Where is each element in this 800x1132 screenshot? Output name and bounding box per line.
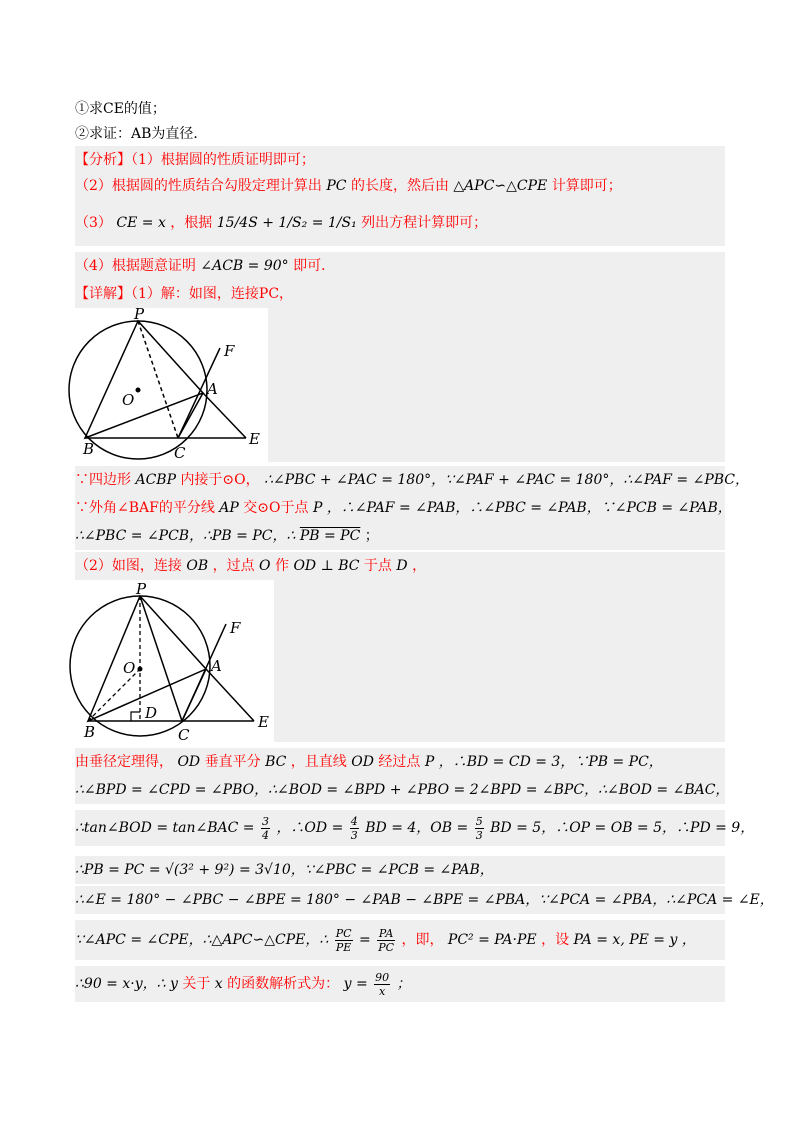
- figure-2: [68, 580, 274, 742]
- analysis-p3a: （3）: [75, 215, 112, 231]
- analysis-p2a: （2）根据圆的性质结合勾股定理计算出: [75, 178, 322, 194]
- detail-l4b: OB: [186, 558, 209, 574]
- analysis-p4b: ∠ACB = 90°: [200, 258, 289, 274]
- detail-l2b: AP: [219, 500, 239, 516]
- center-dot-2: [138, 667, 143, 672]
- detail-l4f: OD ⊥ BC: [293, 558, 360, 574]
- analysis-p1: （1）根据圆的性质证明即可；: [131, 152, 315, 168]
- question-2: [75, 120, 725, 148]
- detail-l3-end: ；: [364, 528, 379, 544]
- detail-l10g: ，: [681, 932, 696, 948]
- detail-l5e: ，且直线: [290, 754, 347, 770]
- detail-line-5: [75, 748, 725, 776]
- detail-l5f: OD: [351, 754, 374, 770]
- label-b-2: B: [84, 723, 96, 741]
- detail-l4d: O: [259, 558, 271, 574]
- detail-l10-eq: =: [359, 932, 371, 948]
- analysis-tag: 【分析】: [75, 152, 131, 168]
- detail-l11c: 关于: [182, 976, 211, 992]
- label-c-2: C: [178, 726, 190, 742]
- frac-den: 3: [350, 828, 358, 842]
- detail-l7a: ∴tan∠BOD = tan∠BAC =: [75, 820, 255, 836]
- analysis-p3d: 15/4S + 1/S₂ = 1/S₁: [216, 215, 357, 231]
- detail-line-9: [75, 886, 774, 914]
- detail-line-7: [75, 810, 755, 846]
- detail-l8: ∴PB = PC = √(3² + 9²) = 3√10，∵∠PBC = ∠PCB = ∠PAB，: [75, 862, 494, 878]
- label-e-2: E: [258, 713, 269, 731]
- analysis-p4a: （4）根据题意证明: [75, 258, 196, 274]
- detail-l5i: ，∴BD = CD = 3，∵PB = PC，: [438, 754, 663, 770]
- detail-l11b: y: [169, 976, 178, 992]
- analysis-line-1: [75, 146, 725, 174]
- detail-l1b: ACBP: [135, 472, 176, 488]
- center-dot: [136, 388, 141, 393]
- detail-l6: ∴∠BPD = ∠CPD = ∠PBO，∴∠BOD = ∠BPD + ∠PBO = 2∠BPD = ∠BPC，∴∠BOD = ∠BAC，: [75, 782, 730, 798]
- detail-l4g: 于点: [363, 558, 392, 574]
- detail-l5b: OD: [177, 754, 201, 770]
- analysis-p2d: △APC∽△CPE: [453, 178, 548, 194]
- detail-l10d: ，设: [541, 932, 570, 948]
- label-c: C: [174, 444, 186, 462]
- frac-num: 90: [375, 970, 390, 984]
- detail-l4i: ，: [412, 558, 427, 574]
- detail-l2d: P: [312, 500, 323, 516]
- detail-line-2: [75, 494, 732, 522]
- detail-l2c: 交⊙O于点: [243, 500, 309, 516]
- analysis-line-3: [75, 200, 725, 246]
- detail-l5g: 经过点: [378, 754, 421, 770]
- frac-pa-pc: [377, 927, 395, 954]
- question-2-text: ②求证：AB为直径．: [75, 126, 208, 142]
- detail-l11d: x: [214, 976, 223, 992]
- analysis-p2b: PC: [326, 178, 347, 194]
- analysis-p2e: 计算即可；: [551, 178, 622, 194]
- detail-l3-arc: PB = PC: [299, 528, 361, 544]
- detail-tag: 【详解】: [75, 286, 131, 302]
- analysis-p3e: 列出方程计算即可；: [361, 215, 488, 231]
- frac-90-x: [374, 971, 390, 998]
- analysis-p2c: 的长度，然后由: [350, 178, 449, 194]
- label-o: O: [122, 391, 135, 409]
- analysis-p3c: ，根据: [170, 215, 213, 231]
- detail-l1d: ∴∠PBC + ∠PAC = 180°，∵∠PAF + ∠PAC = 180°，∴∠PAF = ∠PBC，: [264, 472, 750, 488]
- frac-num: PA: [378, 926, 394, 940]
- detail-l10b: ，即，: [401, 932, 444, 948]
- detail-l2e: ，∴∠PAF = ∠PAB，∴∠PBC = ∠PAB，∵∠PCB = ∠PAB，: [326, 500, 732, 516]
- label-a: A: [207, 380, 218, 398]
- detail-intro: （1）解：如图，连接PC，: [131, 286, 294, 302]
- detail-l5c: 垂直平分: [204, 754, 261, 770]
- frac-den: x: [379, 984, 386, 998]
- detail-l5d: BC: [265, 754, 287, 770]
- label-e: E: [249, 430, 260, 448]
- label-d-2: D: [145, 704, 158, 722]
- label-f-2: F: [230, 619, 241, 637]
- label-p: P: [134, 308, 145, 323]
- label-o-2: O: [123, 659, 136, 677]
- analysis-p4c: 即可．: [293, 258, 336, 274]
- frac-num: 3: [261, 814, 269, 828]
- frac-4-3: [350, 815, 359, 842]
- detail-l7c: BD = 4，OB =: [365, 820, 469, 836]
- analysis-p3b: CE = x: [116, 215, 166, 231]
- analysis-line-2: [75, 172, 725, 200]
- detail-l11e: 的函数解析式为：: [227, 976, 340, 992]
- detail-l4a: （2）如图，连接: [75, 558, 182, 574]
- detail-l10c: PC² = PA·PE: [447, 932, 537, 948]
- label-a-2: A: [211, 657, 222, 675]
- detail-l5h: P: [424, 754, 435, 770]
- detail-l7d: BD = 5，∴OP = OB = 5，∴PD = 9，: [490, 820, 755, 836]
- detail-l9: ∴∠E = 180° − ∠PBC − ∠BPE = 180° − ∠PAB − ∠BPE = ∠PBA，∵∠PCA = ∠PBA，∴∠PCA = ∠E，: [75, 892, 774, 908]
- label-p-2: P: [136, 580, 147, 598]
- detail-l4h: D: [396, 558, 408, 574]
- question-1: [75, 95, 725, 123]
- frac-den: PC: [378, 940, 395, 954]
- detail-line-10: [75, 920, 725, 960]
- frac-5-3: [475, 815, 484, 842]
- frac-num: 5: [475, 814, 483, 828]
- detail-line-11: [75, 966, 725, 1002]
- detail-l11a: ∴90 = x·y，∴: [75, 976, 166, 992]
- detail-l11f: y =: [343, 976, 368, 992]
- detail-l4e: 作: [274, 558, 289, 574]
- detail-l5a: 由垂径定理得，: [75, 754, 173, 770]
- detail-line-4: [75, 552, 725, 580]
- detail-l1a: ∵四边形: [75, 472, 131, 488]
- figure-1: [68, 308, 268, 462]
- detail-line-3: [75, 522, 725, 550]
- frac-num: PC: [335, 926, 352, 940]
- detail-line-1: [75, 466, 750, 494]
- analysis-line-4: [75, 252, 725, 280]
- detail-l4c: ，过点: [212, 558, 255, 574]
- detail-l2a: ∵外角∠BAF的平分线: [75, 500, 215, 516]
- label-b: B: [83, 440, 95, 458]
- detail-l10e: PA = x, PE = y: [573, 932, 678, 948]
- frac-num: 4: [350, 814, 358, 828]
- detail-l1c: 内接于⊙O，: [180, 472, 260, 488]
- frac-pc-pe: [335, 927, 353, 954]
- detail-l11g: ；: [396, 976, 411, 992]
- frac-den: 3: [475, 828, 483, 842]
- frac-den: PE: [335, 940, 352, 954]
- frac-3-4: [261, 815, 270, 842]
- detail-l3: ∴∠PBC = ∠PCB，∴PB = PC，∴: [75, 528, 296, 544]
- detail-l10a: ∵∠APC = ∠CPE，∴△APC∽△CPE，∴: [75, 932, 329, 948]
- question-1-text: ①求CE的值；: [75, 101, 166, 117]
- label-f: F: [224, 342, 235, 360]
- frac-den: 4: [261, 828, 269, 842]
- detail-line-6: [75, 776, 730, 804]
- detail-l7b: ，∴OD =: [276, 820, 344, 836]
- detail-line-8: [75, 856, 725, 884]
- detail-line-intro: [75, 280, 725, 308]
